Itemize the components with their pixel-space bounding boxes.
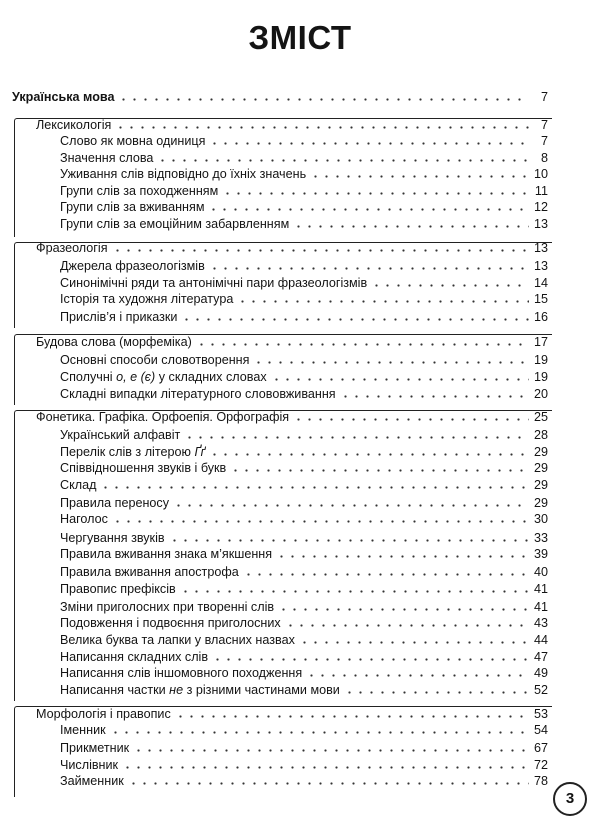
- toc-entry: [60, 199, 548, 216]
- toc-entry-page: 15: [533, 292, 548, 306]
- toc-entry-page: 41: [533, 600, 548, 614]
- toc-entry-page: 13: [533, 241, 548, 255]
- toc-entry: [36, 706, 548, 723]
- toc-entry-page: 44: [533, 633, 548, 647]
- toc-entry: [60, 183, 548, 200]
- dot-leader: [243, 570, 529, 578]
- dot-leader: [184, 433, 529, 441]
- toc-entry-label: Подовження і подвоєння приголосних: [60, 616, 281, 630]
- toc-entry-label: Велика буква та лапки у власних назвах: [60, 633, 295, 647]
- dot-leader: [222, 189, 529, 197]
- toc-entry: [60, 166, 548, 183]
- toc-entry-page: 41: [533, 582, 548, 596]
- dot-leader: [118, 95, 529, 103]
- dot-leader: [271, 375, 529, 383]
- toc-entry: [36, 409, 548, 426]
- toc-entry-page: 54: [533, 723, 548, 737]
- dot-leader: [115, 123, 529, 131]
- toc-entry-page: 29: [533, 478, 548, 492]
- toc-entry-page: 30: [533, 512, 548, 526]
- dot-leader: [128, 779, 529, 787]
- toc-entry: [60, 133, 548, 150]
- toc-entry: [36, 334, 548, 351]
- toc-entry: [60, 511, 548, 528]
- dot-leader: [276, 552, 529, 560]
- toc-entry-label: Займенник: [60, 774, 124, 788]
- toc-entry-label: Прикметник: [60, 741, 130, 755]
- dot-leader: [180, 587, 529, 595]
- toc-entry: [60, 444, 548, 461]
- toc-entry: [60, 740, 548, 757]
- dot-leader: [237, 297, 529, 305]
- toc-entry-label: Перелік слів з літерою Ґґ: [60, 445, 205, 459]
- toc-entry: [60, 427, 548, 444]
- toc-entry: [36, 117, 548, 134]
- toc-entry: [36, 240, 548, 257]
- dot-leader: [209, 139, 529, 147]
- toc-entry-page: 43: [533, 616, 548, 630]
- dot-leader: [122, 763, 529, 771]
- dot-leader: [208, 205, 529, 213]
- page-number: 3: [553, 782, 587, 816]
- toc-entry-label: Уживання слів відповідно до їхніх значень: [60, 167, 307, 181]
- toc-entry-label: Написання слів іншомовного походження: [60, 666, 303, 680]
- dot-leader: [173, 501, 529, 509]
- toc-entry: [60, 369, 548, 386]
- dot-leader: [285, 621, 529, 629]
- dot-leader: [293, 415, 529, 423]
- dot-leader: [181, 315, 529, 323]
- toc-entry-label: Групи слів за походженням: [60, 184, 219, 198]
- toc-entry-label: Фразеологія: [36, 241, 108, 255]
- toc-entry-page: 13: [533, 259, 548, 273]
- toc-entry-label: Слово як мовна одиниця: [60, 134, 206, 148]
- toc-entry-label: Правопис префіксів: [60, 582, 176, 596]
- toc-entry-page: 8: [540, 151, 548, 165]
- toc-entry-label: Сполучні о, е (є) у складних словах: [60, 370, 267, 384]
- toc-entry: [60, 564, 548, 581]
- toc-entry-page: 49: [533, 666, 548, 680]
- dot-leader: [169, 536, 529, 544]
- toc-entry-label: Історія та художня література: [60, 292, 234, 306]
- toc-entry-label: Морфологія і правопис: [36, 707, 171, 721]
- toc-entry-label: Основні способи словотворення: [60, 353, 250, 367]
- toc-entry: [60, 216, 548, 233]
- toc-entry-label: Співвідношення звуків і букв: [60, 461, 227, 475]
- dot-leader: [253, 358, 529, 366]
- toc-entry-page: 47: [533, 650, 548, 664]
- toc-entry-label: Написання складних слів: [60, 650, 209, 664]
- toc-entry-page: 16: [533, 310, 548, 324]
- dot-leader: [157, 156, 529, 164]
- toc-entry-label: Склад: [60, 478, 97, 492]
- toc-entry: [12, 89, 548, 106]
- toc-entry-label: Правила переносу: [60, 496, 170, 510]
- toc-entry-label: Чергування звуків: [60, 531, 165, 545]
- toc-entry: [60, 386, 548, 403]
- toc-entry-page: 25: [533, 410, 548, 424]
- page-title: ЗМІСТ: [248, 19, 352, 56]
- toc-entry-label: Числівник: [60, 758, 119, 772]
- dot-leader: [212, 655, 529, 663]
- toc-entry: [60, 632, 548, 649]
- dot-leader: [230, 466, 529, 474]
- toc-entry: [60, 530, 548, 547]
- toc-entry-label: Групи слів за емоційним забарвленням: [60, 217, 290, 231]
- toc-entry: [60, 309, 548, 326]
- toc-entry-label: Українська мова: [12, 90, 115, 104]
- dot-leader: [175, 712, 529, 720]
- toc-entry-page: 10: [533, 167, 548, 181]
- toc-entry-label: Український алфавіт: [60, 428, 181, 442]
- dot-leader: [306, 671, 529, 679]
- toc-entry-page: 40: [533, 565, 548, 579]
- toc-entry: [60, 722, 548, 739]
- toc-entry: [60, 665, 548, 682]
- toc-entry-page: 52: [533, 683, 548, 697]
- toc-entry-label: Правила вживання знака м’якшення: [60, 547, 273, 561]
- toc-entry: [60, 150, 548, 167]
- toc-entry-page: 12: [533, 200, 548, 214]
- dot-leader: [112, 517, 529, 525]
- dot-leader: [196, 340, 529, 348]
- dot-leader: [344, 688, 529, 696]
- toc-entry-label: Наголос: [60, 512, 108, 526]
- dot-leader: [340, 392, 529, 400]
- toc-entry: [60, 615, 548, 632]
- dot-leader: [293, 222, 529, 230]
- toc-entry-page: 19: [533, 370, 548, 384]
- dot-leader: [371, 281, 529, 289]
- toc-entry-page: 33: [533, 531, 548, 545]
- toc-entry-page: 78: [533, 774, 548, 788]
- toc-entry: [60, 757, 548, 774]
- toc-entry-label: Складні випадки літературного слововживання: [60, 387, 336, 401]
- toc-entry: [60, 495, 548, 512]
- toc-entry-page: 19: [533, 353, 548, 367]
- toc-entry: [60, 581, 548, 598]
- dot-leader: [133, 746, 529, 754]
- dot-leader: [112, 246, 529, 254]
- dot-leader: [209, 450, 529, 458]
- toc-entry: [60, 460, 548, 477]
- toc-entry-page: 29: [533, 445, 548, 459]
- toc-entry-page: 11: [534, 184, 548, 198]
- toc-entry: [60, 352, 548, 369]
- dot-leader: [209, 264, 529, 272]
- toc-entry: [60, 773, 548, 790]
- toc-entry: [60, 599, 548, 616]
- dot-leader: [310, 172, 529, 180]
- toc-entry-page: 53: [533, 707, 548, 721]
- toc-entry-label: Будова слова (морфеміка): [36, 335, 192, 349]
- toc-entry-label: Значення слова: [60, 151, 154, 165]
- dot-leader: [100, 483, 529, 491]
- toc-entry-label: Групи слів за вживанням: [60, 200, 205, 214]
- toc-entry-label: Джерела фразеологізмів: [60, 259, 205, 273]
- toc-entry-label: Іменник: [60, 723, 106, 737]
- dot-leader: [110, 728, 529, 736]
- toc-entry-page: 67: [533, 741, 548, 755]
- toc-entry-page: 17: [533, 335, 548, 349]
- toc-entry-page: 28: [533, 428, 548, 442]
- toc-entry-page: 14: [533, 276, 548, 290]
- toc-entry-page: 13: [533, 217, 548, 231]
- toc-entry: [60, 275, 548, 292]
- dot-leader: [278, 605, 529, 613]
- toc-entry: [60, 546, 548, 563]
- toc-entry-label: Синонімічні ряди та антонімічні пари фразеологізмів: [60, 276, 368, 290]
- toc-entry: [60, 258, 548, 275]
- dot-leader: [299, 638, 529, 646]
- toc-entry-page: 29: [533, 496, 548, 510]
- toc-entry-page: 72: [533, 758, 548, 772]
- toc-entry-label: Прислів’я і приказки: [60, 310, 178, 324]
- toc-entry-page: 29: [533, 461, 548, 475]
- toc-entry: [60, 477, 548, 494]
- toc-entry: [60, 649, 548, 666]
- toc-entry-label: Зміни приголосних при творенні слів: [60, 600, 275, 614]
- toc-entry-label: Фонетика. Графіка. Орфоепія. Орфографія: [36, 410, 290, 424]
- toc-entry-page: 7: [540, 90, 548, 104]
- toc-entry-page: 39: [533, 547, 548, 561]
- toc-entry-label: Написання частки не з різними частинами мови: [60, 683, 340, 697]
- toc-entry-label: Правила вживання апострофа: [60, 565, 239, 579]
- toc-entry-label: Лексикологія: [36, 118, 112, 132]
- toc-entry-page: 20: [533, 387, 548, 401]
- toc-entry: [60, 682, 548, 699]
- toc-entry-page: 7: [540, 134, 548, 148]
- toc-entry: [60, 291, 548, 308]
- toc-entry-page: 7: [540, 118, 548, 132]
